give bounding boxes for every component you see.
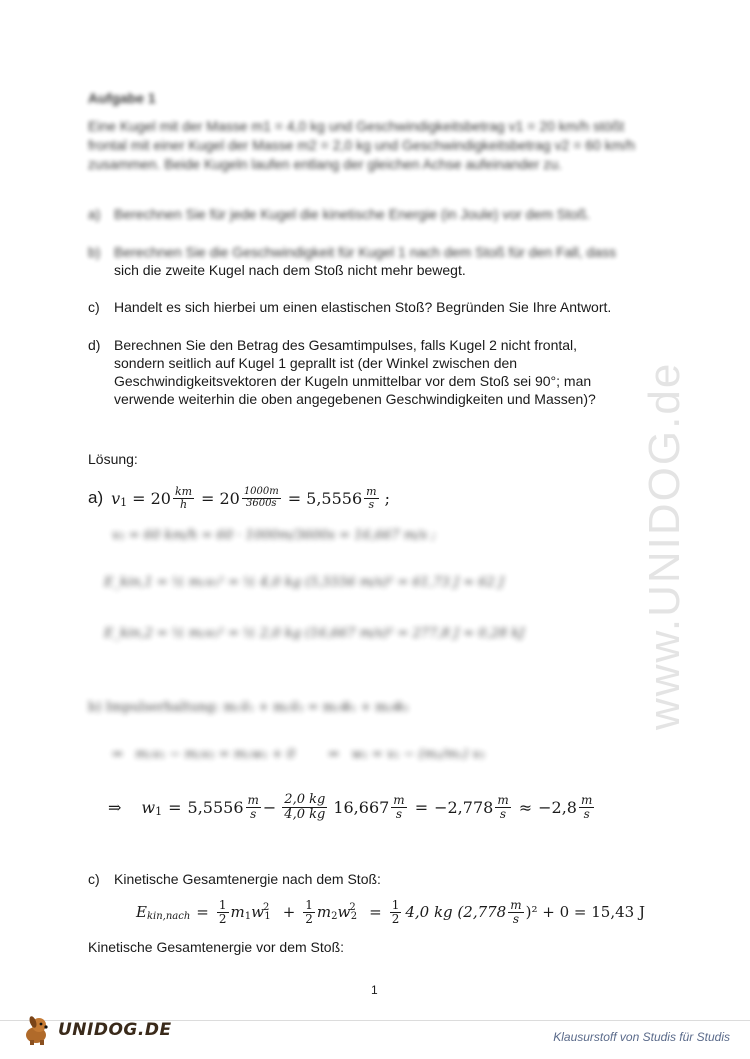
task-title: Aufgabe 1 <box>88 90 156 106</box>
c-result: )² + 0 = 15,43 J <box>525 903 645 921</box>
solution-c-text: Kinetische Gesamtenergie nach dem Stoß: <box>114 871 381 887</box>
equals: = <box>168 797 182 817</box>
solution-b-heading: b) Impulserhaltung: m₁v⃗₁ + m₂v⃗₂ = m₁w⃗₁ + m₂w⃗₂ <box>88 700 409 715</box>
m1-value: 4,0 kg <box>284 806 326 822</box>
ekin-subscript: kin,nach <box>146 910 191 922</box>
unit-m: m <box>393 792 405 807</box>
task-b-text-1: Berechnen Sie die Geschwindigkeit für Kugel 1 nach dem Stoß für den Fall, dass <box>114 244 616 260</box>
v2-value: 16,667 <box>333 797 390 817</box>
task-d-line-2: sondern seitlich auf Kugel 1 geprallt ist (der Winkel zwischen den <box>114 355 518 371</box>
minus: − <box>262 797 277 817</box>
task-b-text-2: sich die zweite Kugel nach dem Stoß nicht mehr bewegt. <box>114 262 466 278</box>
solution-a-v1: a) v 1 = 20 $\frac{km}{h}$ = 20 $\frac{1000m}{3600s}$ = 5,5556 $\frac{m}{s}$ ; <box>88 484 390 511</box>
rounded-value: −2,8 <box>538 797 577 817</box>
unit-s: s <box>395 806 403 821</box>
solution-c-equation: E kin,nach = $\frac{1}{2}$ m 1 w 2 1 + $\frac{1}{2}$ m 2 w 2 2 = $\frac{1}{2}$ 4,0 kg (2,778 $\frac{m}{s}$ )² + 0 = 15,43 J <box>136 897 645 926</box>
approx: ≈ <box>518 797 533 817</box>
task-d-line-3: Geschwindigkeitsvektoren der Kugeln unmittelbar vor dem Stoß sei 90°; man <box>114 373 592 389</box>
equals: = <box>414 797 429 817</box>
page-number: 1 <box>371 983 378 997</box>
solution-a-ekin2: E_kin,2 = ½ m₂v₂² = ½ 2,0 kg (16,667 m/s)² = 277,8 J ≈ 0,28 kJ <box>104 626 525 641</box>
half-den: 2 <box>391 911 400 926</box>
w1-symbol: w <box>141 797 156 817</box>
unit-s: s <box>250 806 257 821</box>
result-value: −2,778 <box>434 797 494 817</box>
task-b-marker: b) <box>88 244 101 260</box>
dog-icon <box>20 1013 54 1047</box>
half-num: 1 <box>391 897 400 912</box>
unit-m: m <box>510 897 522 912</box>
unit-s: s <box>499 806 507 821</box>
solution-b-result <box>108 785 596 829</box>
solution-a-marker: a) <box>88 488 104 507</box>
solution-c-marker: c) <box>88 871 100 887</box>
v1-value: 5,5556 <box>187 797 244 817</box>
unit-s: s <box>512 911 520 926</box>
unidog-logo[interactable] <box>20 1010 172 1050</box>
logo-text: UNIDOG.DE <box>58 1020 172 1040</box>
footer-slogan: Klausurstoff von Studis für Studis <box>553 1030 730 1044</box>
task-d-line-4: verwende weiterhin die oben angegebenen Geschwindigkeiten und Massen)? <box>114 391 596 407</box>
c-mass-velocity: 4,0 kg (2,778 <box>405 903 507 921</box>
unit-m: m <box>247 792 259 807</box>
m2-value: 2,0 kg <box>284 791 326 807</box>
task-a-marker: a) <box>88 206 101 222</box>
task-c-marker: c) <box>88 299 100 315</box>
task-intro: Eine Kugel mit der Masse m1 = 4,0 kg und Geschwindigkeitsbetrag v1 = 20 km/h stößt frontal mit einer Kugel der Masse m2 = 2,0 kg und Geschwindigkeitsbetrag v2 = 60 km/h zusammen. Beide Kugeln laufen entlang der gleichen Achse aufeinander zu. <box>88 118 636 172</box>
solution-heading: Lösung: <box>88 451 138 467</box>
solution-b-step: ⇒ m₁v₁ − m₂v₂ = m₁w₁ + 0 ⇒ w₁ = v₁ − (m₂/m₁) v₂ <box>112 747 485 762</box>
solution-a-v2: v₂ = 60 km/h = 60 · 1000m/3600s = 16,667 m/s ; <box>112 528 436 543</box>
task-a-text: Berechnen Sie für jede Kugel die kinetische Energie (in Joule) vor dem Stoß. <box>114 206 591 222</box>
w1-subscript: 1 <box>155 804 163 818</box>
solution-a-ekin1: E_kin,1 = ½ m₁v₁² = ½ 4,0 kg (5,5556 m/s)² = 61,73 J ≈ 62 J <box>104 575 505 590</box>
watermark: www.UNIDOG.de <box>640 361 689 730</box>
solution-c-text-2: Kinetische Gesamtenergie vor dem Stoß: <box>88 939 345 955</box>
task-c-text: Handelt es sich hierbei um einen elastischen Stoß? Begründen Sie Ihre Antwort. <box>114 299 612 315</box>
unit-m: m <box>580 792 593 807</box>
unit-s: s <box>583 806 590 821</box>
unit-m: m <box>497 792 509 807</box>
ekin-symbol: E <box>136 903 147 921</box>
task-d-marker: d) <box>88 337 101 353</box>
task-d-line-1: Berechnen Sie den Betrag des Gesamtimpulses, falls Kugel 2 nicht frontal, <box>114 337 578 353</box>
implies-arrow: ⇒ <box>108 797 122 817</box>
